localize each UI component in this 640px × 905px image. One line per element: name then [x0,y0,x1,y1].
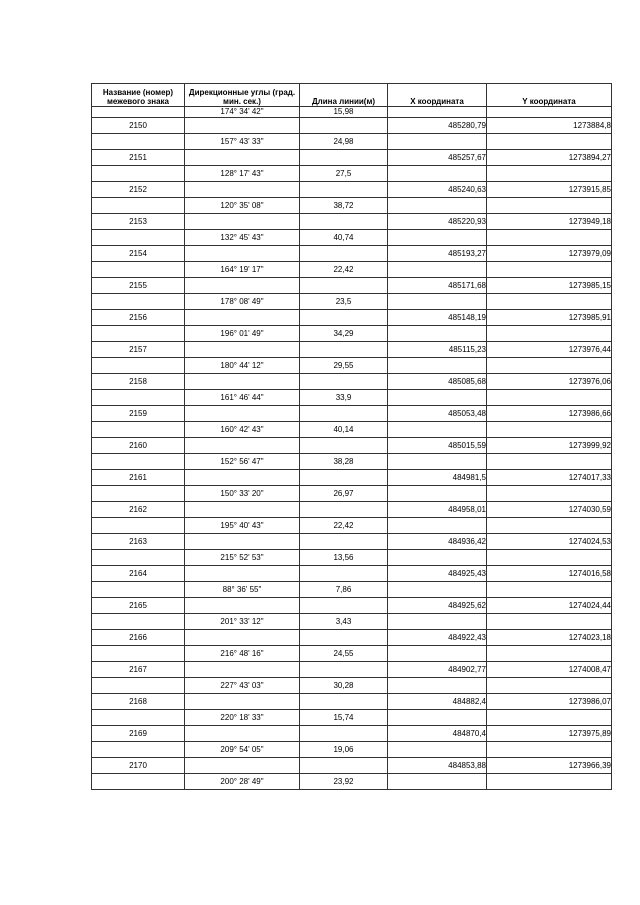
cell-y: 1273894,27 [487,150,612,166]
table-row [92,246,612,262]
cell-name: 2151 [92,150,185,166]
cell-length [300,150,388,166]
cell-y: 1273985,15 [487,278,612,294]
cell-x: 485115,23 [388,342,487,358]
table-row [92,518,612,534]
cell-name [92,198,185,214]
cell-length: 30,28 [300,678,388,694]
cell-length: 38,72 [300,198,388,214]
cell-name: 2164 [92,566,185,582]
table-row [92,502,612,518]
table-row [92,262,612,278]
cell-x [388,582,487,598]
cell-name [92,390,185,406]
table-row [92,534,612,550]
cell-x [388,710,487,726]
cell-name: 2161 [92,470,185,486]
cell-name: 2167 [92,662,185,678]
cell-y: 1273979,09 [487,246,612,262]
cell-name [92,454,185,470]
cell-name [92,166,185,182]
cell-length [300,214,388,230]
cell-y [487,134,612,150]
cell-x [388,390,487,406]
cell-length [300,374,388,390]
cell-x: 485171,68 [388,278,487,294]
cell-angle [185,182,300,198]
table-row [92,358,612,374]
cell-length: 19,06 [300,742,388,758]
table-row [92,214,612,230]
table-row [92,107,612,118]
cell-x [388,326,487,342]
cell-x [388,614,487,630]
cell-angle: 195° 40' 43" [185,518,300,534]
cell-y [487,518,612,534]
cell-x: 484882,4 [388,694,487,710]
cell-y [487,198,612,214]
cell-x [388,230,487,246]
cell-length [300,406,388,422]
cell-length [300,630,388,646]
cell-length [300,662,388,678]
header-angle: Дирекционные углы (град. мин. сек.) [185,84,300,107]
header-name: Название (номер) межевого знака [92,84,185,107]
cell-y [487,358,612,374]
table-row [92,710,612,726]
cell-angle [185,310,300,326]
table-row [92,598,612,614]
table-row [92,294,612,310]
cell-name [92,518,185,534]
cell-name [92,774,185,790]
table-row [92,614,612,630]
cell-name: 2154 [92,246,185,262]
cell-x: 485257,67 [388,150,487,166]
cell-x: 484981,5 [388,470,487,486]
cell-length: 24,98 [300,134,388,150]
cell-y [487,230,612,246]
cell-angle: 178° 08' 49" [185,294,300,310]
cell-x [388,358,487,374]
cell-y: 1273999,92 [487,438,612,454]
cell-angle: 160° 42' 43" [185,422,300,438]
cell-angle [185,662,300,678]
cell-name [92,262,185,278]
cell-y [487,166,612,182]
cell-angle [185,342,300,358]
cell-x [388,262,487,278]
cell-name: 2158 [92,374,185,390]
cell-x: 485220,93 [388,214,487,230]
table-row [92,230,612,246]
cell-x [388,678,487,694]
cell-name: 2162 [92,502,185,518]
cell-length: 26,97 [300,486,388,502]
cell-length [300,182,388,198]
table-row [92,438,612,454]
cell-y [487,582,612,598]
cell-y [487,294,612,310]
cell-y: 1274017,33 [487,470,612,486]
table-row [92,198,612,214]
cell-name [92,230,185,246]
table-row [92,310,612,326]
cell-y: 1274030,59 [487,502,612,518]
cell-angle: 88° 36' 55" [185,582,300,598]
cell-length [300,310,388,326]
cell-y: 1273949,18 [487,214,612,230]
cell-length: 40,74 [300,230,388,246]
cell-x: 484925,43 [388,566,487,582]
cell-length: 13,56 [300,550,388,566]
cell-x [388,518,487,534]
cell-x [388,550,487,566]
cell-length: 22,42 [300,262,388,278]
cell-x: 484853,88 [388,758,487,774]
coordinates-table [91,83,612,790]
table-row [92,406,612,422]
cell-angle: 196° 01' 49" [185,326,300,342]
table-row [92,118,612,134]
cell-name: 2157 [92,342,185,358]
cell-length [300,118,388,134]
table-row [92,694,612,710]
table-row [92,486,612,502]
cell-name [92,710,185,726]
cell-x [388,422,487,438]
cell-length [300,758,388,774]
cell-name: 2152 [92,182,185,198]
table-row [92,630,612,646]
table-row [92,374,612,390]
cell-length [300,694,388,710]
cell-name [92,422,185,438]
table-row [92,278,612,294]
cell-x [388,454,487,470]
cell-angle: 201° 33' 12" [185,614,300,630]
cell-x: 484936,42 [388,534,487,550]
table-row [92,390,612,406]
cell-length [300,438,388,454]
cell-length [300,534,388,550]
cell-angle: 164° 19' 17" [185,262,300,278]
cell-x: 485193,27 [388,246,487,262]
cell-length [300,566,388,582]
cell-x: 485280,79 [388,118,487,134]
cell-length [300,278,388,294]
cell-y [487,550,612,566]
cell-x [388,486,487,502]
cell-angle: 161° 46' 44" [185,390,300,406]
cell-name [92,550,185,566]
table-row [92,550,612,566]
header-length: Длина линии(м) [300,84,388,107]
cell-angle [185,534,300,550]
cell-y: 1274024,44 [487,598,612,614]
table-row [92,678,612,694]
cell-length: 27,5 [300,166,388,182]
cell-length: 29,55 [300,358,388,374]
cell-x: 484870,4 [388,726,487,742]
cell-length: 24,55 [300,646,388,662]
cell-angle: 180° 44' 12" [185,358,300,374]
cell-y: 1274016,58 [487,566,612,582]
cell-x: 485085,68 [388,374,487,390]
table-row [92,150,612,166]
cell-angle: 174° 34' 42" [185,107,300,118]
table-row [92,646,612,662]
cell-x [388,646,487,662]
cell-name [92,742,185,758]
cell-angle [185,246,300,262]
table-row [92,422,612,438]
cell-name: 2168 [92,694,185,710]
cell-y [487,486,612,502]
table-row [92,134,612,150]
cell-y [487,390,612,406]
cell-angle [185,118,300,134]
table-body [92,107,612,790]
cell-name: 2156 [92,310,185,326]
cell-length [300,246,388,262]
cell-angle: 209° 54' 05" [185,742,300,758]
cell-x: 485148,19 [388,310,487,326]
cell-name: 2166 [92,630,185,646]
cell-x: 484902,77 [388,662,487,678]
cell-length [300,598,388,614]
header-row [92,84,612,107]
cell-name: 2165 [92,598,185,614]
cell-angle [185,150,300,166]
cell-length: 3,43 [300,614,388,630]
cell-y: 1274023,18 [487,630,612,646]
cell-name [92,294,185,310]
table-row [92,326,612,342]
cell-angle [185,374,300,390]
cell-length [300,342,388,358]
cell-angle [185,694,300,710]
cell-angle: 220° 18' 33" [185,710,300,726]
cell-name: 2159 [92,406,185,422]
table-row [92,454,612,470]
cell-length: 23,92 [300,774,388,790]
cell-name [92,646,185,662]
cell-length: 7,86 [300,582,388,598]
cell-angle: 152° 56' 47" [185,454,300,470]
cell-name: 2150 [92,118,185,134]
cell-name [92,326,185,342]
cell-y [487,678,612,694]
cell-y [487,262,612,278]
cell-name [92,614,185,630]
cell-x [388,198,487,214]
table-row [92,742,612,758]
cell-length: 40,14 [300,422,388,438]
cell-x: 485015,59 [388,438,487,454]
cell-name: 2160 [92,438,185,454]
cell-angle [185,598,300,614]
cell-angle [185,630,300,646]
cell-name: 2170 [92,758,185,774]
cell-y: 1274008,47 [487,662,612,678]
cell-angle [185,438,300,454]
cell-y: 1273976,06 [487,374,612,390]
cell-name [92,107,185,118]
cell-angle [185,566,300,582]
cell-y: 1273986,07 [487,694,612,710]
cell-angle [185,502,300,518]
table-row [92,566,612,582]
table-row [92,182,612,198]
cell-length: 15,98 [300,107,388,118]
cell-y [487,614,612,630]
table-row [92,726,612,742]
cell-name: 2153 [92,214,185,230]
cell-angle [185,406,300,422]
cell-length [300,470,388,486]
table-row [92,582,612,598]
cell-x [388,294,487,310]
cell-x [388,134,487,150]
cell-name [92,486,185,502]
cell-angle: 120° 35' 08" [185,198,300,214]
cell-y: 1273975,89 [487,726,612,742]
cell-angle: 132° 45' 43" [185,230,300,246]
table-row [92,662,612,678]
cell-length: 38,28 [300,454,388,470]
cell-x: 484925,62 [388,598,487,614]
cell-y [487,454,612,470]
cell-y: 1273884,8 [487,118,612,134]
table-row [92,758,612,774]
header-x: X координата [388,84,487,107]
table-row [92,166,612,182]
cell-length: 23,5 [300,294,388,310]
cell-y [487,646,612,662]
cell-angle [185,278,300,294]
cell-angle: 216° 48' 16" [185,646,300,662]
cell-y: 1273976,44 [487,342,612,358]
cell-name [92,358,185,374]
cell-x: 484958,01 [388,502,487,518]
cell-length: 15,74 [300,710,388,726]
cell-angle: 128° 17' 43" [185,166,300,182]
table-row [92,774,612,790]
cell-length: 33,9 [300,390,388,406]
cell-y [487,742,612,758]
cell-y: 1273915,85 [487,182,612,198]
cell-angle [185,758,300,774]
cell-x [388,742,487,758]
cell-y [487,774,612,790]
cell-name: 2155 [92,278,185,294]
cell-angle: 227° 43' 03" [185,678,300,694]
table-row [92,342,612,358]
cell-y: 1274024,53 [487,534,612,550]
cell-y: 1273966,39 [487,758,612,774]
header-y: Y координата [487,84,612,107]
cell-length: 34,29 [300,326,388,342]
cell-y [487,710,612,726]
cell-y [487,422,612,438]
cell-y: 1273986,66 [487,406,612,422]
cell-x [388,166,487,182]
cell-x [388,774,487,790]
cell-name [92,134,185,150]
cell-x: 485240,63 [388,182,487,198]
cell-angle: 157° 43' 33" [185,134,300,150]
cell-length: 22,42 [300,518,388,534]
cell-angle: 150° 33' 20" [185,486,300,502]
cell-x: 484922,43 [388,630,487,646]
cell-length [300,502,388,518]
table-row [92,470,612,486]
cell-y [487,107,612,118]
cell-angle: 215° 52' 53" [185,550,300,566]
cell-name [92,678,185,694]
cell-y: 1273985,91 [487,310,612,326]
cell-x [388,107,487,118]
cell-name: 2169 [92,726,185,742]
cell-name [92,582,185,598]
cell-length [300,726,388,742]
cell-y [487,326,612,342]
cell-name: 2163 [92,534,185,550]
cell-angle [185,470,300,486]
cell-angle [185,726,300,742]
cell-angle: 200° 28' 49" [185,774,300,790]
cell-x: 485053,48 [388,406,487,422]
cell-angle [185,214,300,230]
